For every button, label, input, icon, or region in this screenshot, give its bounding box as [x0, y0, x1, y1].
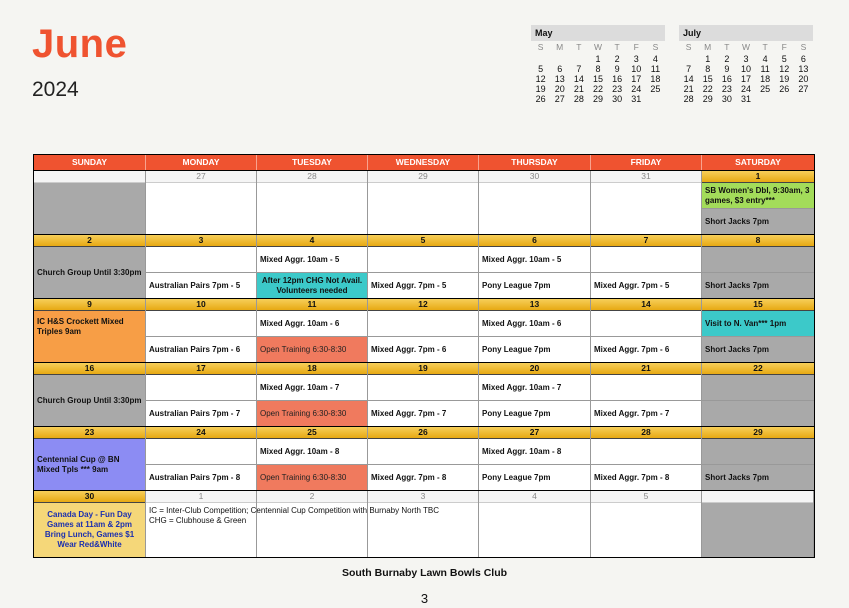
- day-number: 28: [591, 427, 701, 439]
- weekday-header: MONDAY: [146, 155, 257, 170]
- mini-day: 17: [740, 74, 751, 84]
- event-slot-pm: Short Jacks 7pm: [705, 344, 770, 354]
- mini-day: 19: [779, 74, 790, 84]
- event-slot-pm: Australian Pairs 7pm - 8: [149, 472, 241, 482]
- mini-week-row: [531, 84, 665, 94]
- day-cell: [479, 171, 591, 234]
- mini-week-row: [679, 54, 813, 64]
- mini-week-row: [531, 54, 665, 64]
- mini-day: 26: [779, 84, 790, 94]
- mini-dow-row: [531, 41, 665, 54]
- mini-day: [794, 94, 813, 104]
- event-slot-pm: Pony League 7pm: [482, 408, 551, 418]
- day-cell: [34, 171, 146, 234]
- event-slot-am: [368, 439, 478, 465]
- event-slot-am: Mixed Aggr. 10am - 8: [479, 439, 590, 465]
- event-slot-pm: Mixed Aggr. 7pm - 7: [371, 408, 447, 418]
- mini-day: 1: [705, 54, 711, 64]
- mini-day: 11: [760, 64, 770, 74]
- day-cell: [479, 235, 591, 298]
- mini-day: 27: [798, 84, 809, 94]
- mini-day: 10: [631, 64, 642, 74]
- day-number: 13: [479, 299, 590, 311]
- day-cell: [146, 235, 257, 298]
- day-cell: [34, 427, 146, 490]
- day-cell: [257, 299, 368, 362]
- mini-day: 23: [721, 84, 732, 94]
- mini-dow-label: S: [685, 42, 692, 52]
- event-text: Church Group Until 3:30pm: [37, 267, 142, 277]
- mini-day: 29: [702, 94, 713, 104]
- event-slot-pm: Open Training 6:30-8:30: [257, 337, 367, 362]
- day-number: 16: [34, 363, 145, 375]
- event-slot-am: [146, 311, 256, 337]
- week-row: [34, 490, 814, 557]
- mini-day: 5: [781, 54, 787, 64]
- mini-dow-label: M: [556, 42, 564, 52]
- day-number: 10: [146, 299, 256, 311]
- event-slot-am: Mixed Aggr. 10am - 5: [479, 247, 590, 273]
- mini-dow-label: M: [704, 42, 712, 52]
- mini-dow-label: W: [741, 42, 750, 52]
- day-number: 5: [591, 491, 701, 503]
- mini-day: 16: [612, 74, 623, 84]
- mini-day: 12: [535, 74, 546, 84]
- mini-day: 4: [762, 54, 768, 64]
- week-row: [34, 170, 814, 234]
- weekday-header: WEDNESDAY: [368, 155, 479, 170]
- day-number: 4: [257, 235, 367, 247]
- weekday-header-row: [34, 155, 814, 170]
- event-slot-pm: Australian Pairs 7pm - 7: [149, 408, 241, 418]
- event-slot-am: [591, 375, 701, 401]
- mini-calendar-may: [531, 25, 665, 104]
- day-cell: [591, 171, 702, 234]
- page-number: 3: [420, 591, 429, 606]
- day-number: 25: [257, 427, 367, 439]
- mini-day: [569, 54, 588, 64]
- event-slot-am: Mixed Aggr. 10am - 6: [479, 311, 590, 337]
- mini-day: 27: [554, 94, 565, 104]
- day-cell: [368, 363, 479, 426]
- event-slot-am: [591, 247, 701, 273]
- day-number: 2: [34, 235, 145, 247]
- day-cell: [368, 427, 479, 490]
- event-slot-pm: Mixed Aggr. 7pm - 6: [594, 344, 670, 354]
- weekday-header: SUNDAY: [34, 155, 146, 170]
- day-number: [702, 491, 813, 503]
- event-slot-am: [368, 311, 478, 337]
- event-slot-pm: Mixed Aggr. 7pm - 5: [371, 280, 447, 290]
- day-number: 6: [479, 235, 590, 247]
- day-cell: [702, 427, 814, 490]
- mini-day: 3: [633, 54, 639, 64]
- mini-day: 24: [740, 84, 751, 94]
- mini-day: 25: [650, 84, 661, 94]
- day-cell: [702, 235, 814, 298]
- event-slot-am: [368, 375, 478, 401]
- mini-day: 19: [535, 84, 546, 94]
- mini-calendar-july: [679, 25, 813, 104]
- day-cell: [479, 427, 591, 490]
- day-number: 27: [479, 427, 590, 439]
- month-title: June: [32, 22, 128, 66]
- mini-day: 13: [798, 64, 809, 74]
- day-number: 22: [702, 363, 814, 375]
- event-slot-pm: Open Training 6:30-8:30: [257, 401, 367, 426]
- club-name: South Burnaby Lawn Bowls Club: [341, 567, 508, 579]
- day-cell: [257, 427, 368, 490]
- mini-dow-label: S: [800, 42, 807, 52]
- day-cell: [479, 299, 591, 362]
- event-slot-pm: Short Jacks 7pm: [705, 280, 770, 290]
- mini-day: [531, 54, 550, 64]
- event-slot-am: Mixed Aggr. 10am - 5: [257, 247, 367, 273]
- mini-calendar-title: July: [679, 25, 813, 41]
- mini-day: 9: [724, 64, 730, 74]
- day-number: 30: [479, 171, 590, 183]
- mini-day: 24: [631, 84, 642, 94]
- event-slot-am: Mixed Aggr. 10am - 6: [257, 311, 367, 337]
- month-calendar: [33, 154, 815, 558]
- mini-day: 28: [573, 94, 584, 104]
- event-slot-pm: Open Training 6:30-8:30: [257, 465, 367, 490]
- event-slot-pm: Mixed Aggr. 7pm - 5: [594, 280, 670, 290]
- mini-dow-label: T: [614, 42, 620, 52]
- mini-day: 6: [557, 64, 563, 74]
- mini-day: 5: [538, 64, 544, 74]
- mini-day: 18: [760, 74, 771, 84]
- day-cell: [146, 171, 257, 234]
- day-cell: [479, 363, 591, 426]
- mini-day: 9: [614, 64, 620, 74]
- event-slot-pm: Short Jacks 7pm: [702, 209, 814, 234]
- day-cell: [591, 299, 702, 362]
- week-row: [34, 362, 814, 426]
- mini-day: 7: [576, 64, 582, 74]
- day-number: 18: [257, 363, 367, 375]
- day-cell: [702, 363, 814, 426]
- mini-day: [646, 94, 665, 104]
- mini-day: 15: [702, 74, 713, 84]
- mini-week-row: [679, 64, 813, 74]
- event-slot-am: [146, 439, 256, 465]
- mini-week-row: [531, 94, 665, 104]
- event-slot-am: Mixed Aggr. 10am - 7: [257, 375, 367, 401]
- day-number: 17: [146, 363, 256, 375]
- day-number: 30: [34, 491, 145, 503]
- event-slot-am: [591, 311, 701, 337]
- mini-day: 20: [798, 74, 809, 84]
- mini-dow-label: T: [576, 42, 582, 52]
- mini-day: 22: [702, 84, 713, 94]
- mini-dow-label: F: [781, 42, 787, 52]
- mini-day: [756, 94, 775, 104]
- weekday-header: FRIDAY: [591, 155, 702, 170]
- event-slot-am: [702, 439, 814, 465]
- weekday-header: THURSDAY: [479, 155, 591, 170]
- day-number: 19: [368, 363, 478, 375]
- mini-day: 4: [652, 54, 658, 64]
- mini-day: 22: [592, 84, 603, 94]
- day-cell: [257, 235, 368, 298]
- day-number: 1: [702, 171, 814, 183]
- day-cell: [368, 235, 479, 298]
- mini-week-row: [679, 94, 813, 104]
- day-number: 28: [257, 171, 367, 183]
- mini-dow-label: S: [652, 42, 659, 52]
- mini-day: 1: [595, 54, 601, 64]
- mini-day: 18: [650, 74, 661, 84]
- event-slot-am: Mixed Aggr. 10am - 7: [479, 375, 590, 401]
- mini-day: 10: [740, 64, 751, 74]
- day-cell: [34, 299, 146, 362]
- day-number: 23: [34, 427, 145, 439]
- mini-day: 14: [683, 74, 694, 84]
- mini-week-row: [679, 74, 813, 84]
- event-slot-pm: Australian Pairs 7pm - 5: [149, 280, 241, 290]
- event-text: IC H&S Crockett Mixed Triples 9am: [37, 317, 124, 336]
- event-slot-am: [146, 247, 256, 273]
- day-cell: [702, 299, 814, 362]
- calendar-notes: IC = Inter-Club Competition; Centennial Cup Competition with Burnaby North TBC CHG = Clubhouse & Green: [149, 506, 439, 525]
- week-row: [34, 426, 814, 490]
- day-number: 7: [591, 235, 701, 247]
- day-number: 14: [591, 299, 701, 311]
- event-slot-am: Visit to N. Van*** 1pm: [702, 311, 814, 337]
- day-cell: [34, 363, 146, 426]
- day-cell: [368, 299, 479, 362]
- event-slot-pm: Australian Pairs 7pm - 6: [149, 344, 241, 354]
- event-slot-pm: Mixed Aggr. 7pm - 8: [594, 472, 670, 482]
- mini-day: [679, 54, 698, 64]
- event-slot-pm: [702, 401, 814, 426]
- mini-dow-label: S: [537, 42, 544, 52]
- mini-day: 12: [779, 64, 790, 74]
- weekday-header: TUESDAY: [257, 155, 368, 170]
- mini-day: 13: [554, 74, 565, 84]
- mini-day: 17: [631, 74, 642, 84]
- day-cell: [146, 427, 257, 490]
- day-cell: [257, 171, 368, 234]
- event-slot-am: [702, 375, 814, 401]
- event-slot-pm: Mixed Aggr. 7pm - 8: [371, 472, 447, 482]
- day-cell: [146, 299, 257, 362]
- weekday-header: SATURDAY: [735, 157, 781, 167]
- event-slot-am: [368, 247, 478, 273]
- day-number: 12: [368, 299, 478, 311]
- day-cell: [368, 171, 479, 234]
- event-text: Church Group Until 3:30pm: [37, 395, 142, 405]
- day-cell: [702, 171, 814, 234]
- event-slot-pm: Short Jacks 7pm: [705, 472, 770, 482]
- day-number: 11: [257, 299, 367, 311]
- event-text: Centennial Cup @ BN Mixed Tpls *** 9am: [37, 454, 120, 474]
- day-number: 24: [146, 427, 256, 439]
- day-cell: [146, 363, 257, 426]
- event-text: Canada Day - Fun Day Games at 11am & 2pm Bring Lunch, Games $1 Wear Red&White: [44, 510, 135, 549]
- mini-day: 28: [683, 94, 694, 104]
- day-number: 3: [368, 491, 478, 503]
- mini-day: 6: [800, 54, 806, 64]
- day-cell: [591, 235, 702, 298]
- event-slot-am: SB Women's Dbl, 9:30am, 3 games, $3 entry***: [702, 183, 814, 209]
- day-number: 1: [146, 491, 256, 503]
- day-cell: [591, 427, 702, 490]
- mini-day: 21: [683, 84, 694, 94]
- day-number: 21: [591, 363, 701, 375]
- mini-day: 2: [614, 54, 620, 64]
- mini-day: 23: [612, 84, 623, 94]
- mini-day: [550, 54, 569, 64]
- mini-day: 25: [760, 84, 771, 94]
- event-slot-pm: Pony League 7pm: [482, 472, 551, 482]
- event-slot-pm: Mixed Aggr. 7pm - 7: [594, 408, 670, 418]
- day-number: 29: [368, 171, 478, 183]
- mini-dow-label: T: [724, 42, 730, 52]
- day-number: 27: [146, 171, 256, 183]
- mini-day: 3: [743, 54, 749, 64]
- event-slot-am: [591, 439, 701, 465]
- day-number: 29: [702, 427, 814, 439]
- mini-dow-row: [679, 41, 813, 54]
- day-number: [34, 171, 145, 183]
- mini-day: 31: [740, 94, 751, 104]
- mini-day: 31: [631, 94, 642, 104]
- mini-week-row: [531, 64, 665, 74]
- mini-day: 30: [721, 94, 732, 104]
- mini-day: 11: [650, 64, 661, 74]
- day-cell: [257, 363, 368, 426]
- mini-day: 21: [573, 84, 584, 94]
- day-cell: [34, 491, 146, 557]
- mini-day: [775, 94, 794, 104]
- mini-day: 30: [612, 94, 623, 104]
- mini-dow-label: W: [593, 42, 602, 52]
- event-slot-am: [702, 247, 814, 273]
- day-cell: [702, 491, 814, 557]
- week-row: [34, 298, 814, 362]
- week-row: [34, 234, 814, 298]
- mini-dow-label: T: [762, 42, 768, 52]
- mini-calendar-title: May: [531, 25, 665, 41]
- day-number: 15: [702, 299, 814, 311]
- mini-day: 20: [554, 84, 565, 94]
- mini-day: 8: [595, 64, 601, 74]
- mini-day: 26: [535, 94, 546, 104]
- mini-day: 16: [721, 74, 732, 84]
- day-number: 3: [146, 235, 256, 247]
- day-number: 26: [368, 427, 478, 439]
- day-number: 20: [479, 363, 590, 375]
- event-slot-pm: Pony League 7pm: [482, 280, 551, 290]
- mini-day: 15: [592, 74, 603, 84]
- day-cell: [34, 235, 146, 298]
- day-number: 4: [479, 491, 590, 503]
- event-slot-pm: Mixed Aggr. 7pm - 6: [371, 344, 447, 354]
- day-number: 5: [368, 235, 478, 247]
- event-slot-am: Mixed Aggr. 10am - 8: [257, 439, 367, 465]
- mini-day: 2: [724, 54, 730, 64]
- mini-day: 29: [592, 94, 603, 104]
- year-title: 2024: [32, 78, 79, 101]
- day-number: 31: [591, 171, 701, 183]
- day-number: 9: [34, 299, 145, 311]
- mini-week-row: [531, 74, 665, 84]
- event-slot-pm: After 12pm CHG Not Avail. Volunteers needed: [257, 273, 367, 298]
- mini-day: 14: [573, 74, 584, 84]
- event-slot-am: [146, 375, 256, 401]
- mini-week-row: [679, 84, 813, 94]
- event-slot-pm: Pony League 7pm: [482, 344, 551, 354]
- mini-day: 7: [686, 64, 692, 74]
- mini-day: 8: [705, 64, 711, 74]
- day-number: 2: [257, 491, 367, 503]
- day-number: 8: [702, 235, 814, 247]
- mini-dow-label: F: [633, 42, 639, 52]
- day-cell: [591, 363, 702, 426]
